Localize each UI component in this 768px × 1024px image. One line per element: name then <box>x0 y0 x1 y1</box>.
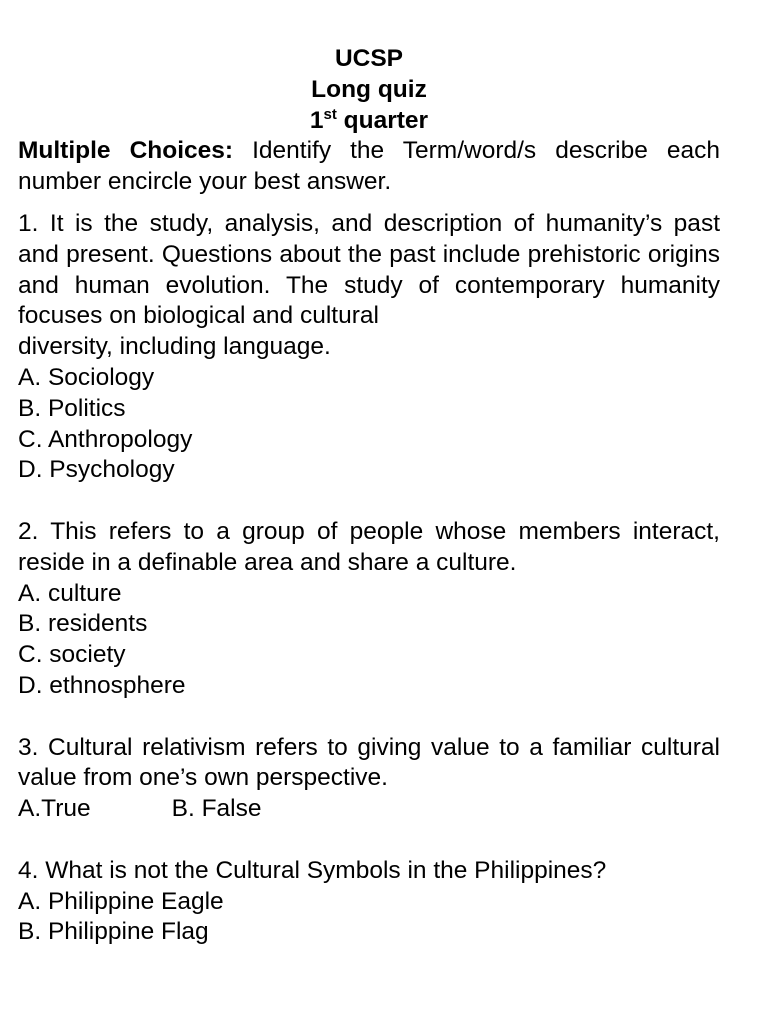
question-3 <box>18 733 720 825</box>
question-4 <box>18 856 720 948</box>
quiz-document <box>18 44 720 948</box>
question-3-options <box>18 794 720 825</box>
question-1-option-c[interactable]: C. Anthropology <box>18 425 193 453</box>
question-4-option-a[interactable]: A. Philippine Eagle <box>18 887 224 915</box>
question-1-option-a[interactable]: A. Sociology <box>18 363 155 391</box>
quiz-title: Long quiz <box>311 75 427 103</box>
question-2-option-d[interactable]: D. ethnosphere <box>18 671 186 699</box>
question-3-stem: 3. Cultural relativism refers to giving value to a familiar cultural value from one’s own perspective. <box>18 733 720 792</box>
instructions <box>18 136 720 198</box>
spacer <box>18 486 720 517</box>
question-2-stem: 2. This refers to a group of people whose members interact, reside in a definable area and share a culture. <box>18 517 720 576</box>
spacer <box>18 825 720 856</box>
quarter-superscript: st <box>323 105 337 123</box>
question-4-stem: 4. What is not the Cultural Symbols in the Philippines? <box>18 856 607 884</box>
question-1-option-b[interactable]: B. Politics <box>18 394 126 422</box>
question-1-option-d[interactable]: D. Psychology <box>18 456 175 484</box>
question-3-option-b[interactable]: B. False <box>171 795 262 823</box>
spacer <box>18 702 720 733</box>
quarter-number: 1 <box>309 106 324 134</box>
document-header <box>18 44 720 136</box>
question-4-option-b[interactable]: B. Philippine Flag <box>18 918 209 946</box>
question-1 <box>18 209 720 486</box>
question-1-stem-continued: diversity, including language. <box>18 333 331 361</box>
question-1-stem: 1. It is the study, analysis, and description of humanity’s past and present. Questions about the past include prehistoric origins and human evolution. The study of contemporary humanity focuses on biological and cultural <box>18 209 720 330</box>
instructions-text: Identify the Term/word/s describe each number encircle your best answer. <box>18 137 720 196</box>
question-2-option-b[interactable]: B. residents <box>18 610 148 638</box>
subject-title: UCSP <box>334 45 404 72</box>
question-3-option-a[interactable]: A.True <box>18 795 91 823</box>
question-2 <box>18 517 720 702</box>
instructions-label: Multiple Choices: <box>18 137 234 165</box>
quarter-title <box>18 106 720 137</box>
question-2-option-a[interactable]: A. culture <box>18 579 122 607</box>
question-2-option-c[interactable]: C. society <box>18 641 126 669</box>
quarter-word: quarter <box>336 106 429 134</box>
